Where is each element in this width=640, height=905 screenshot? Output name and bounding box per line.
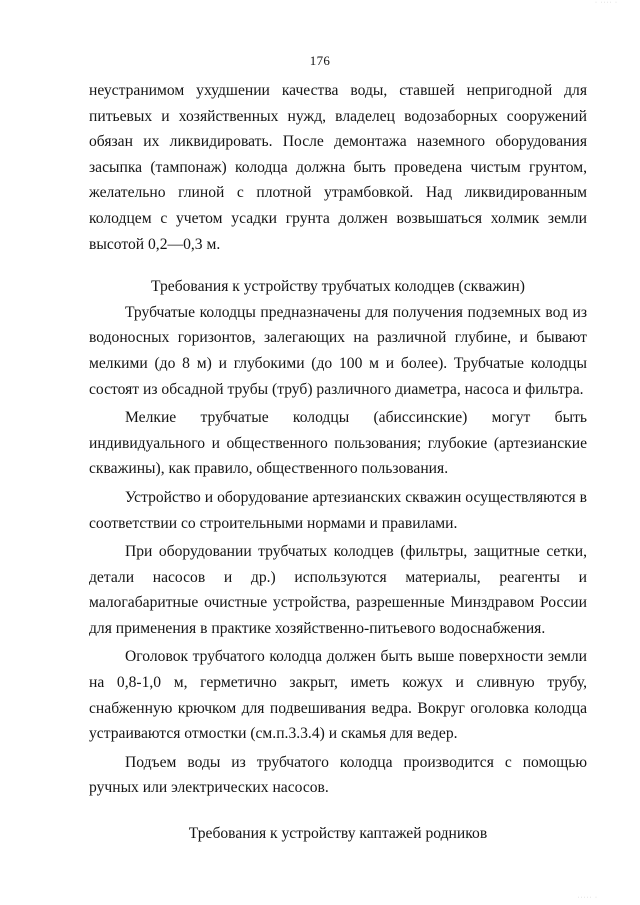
paragraph-wellhead: Оголовок трубчатого колодца должен быть выше поверхности земли на 0,8-1,0 м, герметично закрыт, иметь кожух и сливную трубу, снабженную крючком для подвешивания ведра. Вокруг оголовка колодца устраиваются отмостки (см.п.3.3.4) и скамья для ведер.	[89, 648, 587, 743]
scan-artifact-mark: · ···· ·	[595, 0, 618, 6]
paragraph-materials: При оборудовании трубчатых колодцев (фильтры, защитные сетки, детали насосов и др.) используются материалы, реагенты и малогабаритные очистные устройства, разрешенные Минздравом России для применения в практике хозяйственно-питьевого водоснабжения.	[89, 543, 587, 637]
body-text	[89, 78, 587, 847]
section-heading-tube-wells: Требования к устройству трубчатых колодцев (скважин)	[151, 278, 525, 296]
paragraph-artesian-equipment: Устройство и оборудование артезианских скважин осуществляются в соответствии со строительными нормами и правилами.	[89, 488, 587, 532]
paragraph-shallow-wells: Мелкие трубчатые колодцы (абиссинские) могут быть индивидуального и общественного пользования; глубокие (артезианские скважины), как правило, общественного пользования.	[89, 409, 587, 478]
page-number: 176	[309, 53, 331, 68]
paragraph-well-liquidation: неустранимом ухудшении качества воды, ставшей непригодной для питьевых и хозяйственных нужд, владелец водозаборных сооружений обязан их ликвидировать. После демонтажа наземного оборудования засыпка (тампонаж) колодца должна быть проведена чистым грунтом, желательно глиной с плотной утрамбовкой. Над ликвидированным колодцем с учетом усадки грунта должен возвышаться холмик земли высотой 0,2—0,3 м.	[89, 82, 587, 253]
paragraph-tube-wells-purpose: Трубчатые колодцы предназначены для получения подземных вод из водоносных горизонтов, залегающих на различной глубине, и бывают мелкими (до 8 м) и глубокими (до 100 м и более). Трубчатые колодцы состоят из обсадной трубы (труб) различного диаметра, насоса и фильтра.	[89, 303, 587, 398]
paragraph-water-lifting: Подъем воды из трубчатого колодца производится с помощью ручных или электрических насосов.	[89, 753, 587, 797]
scan-artifact-mark: ····· ·	[577, 895, 598, 901]
section-heading-spring-capture: Требования к устройству каптажей родников	[188, 825, 488, 843]
